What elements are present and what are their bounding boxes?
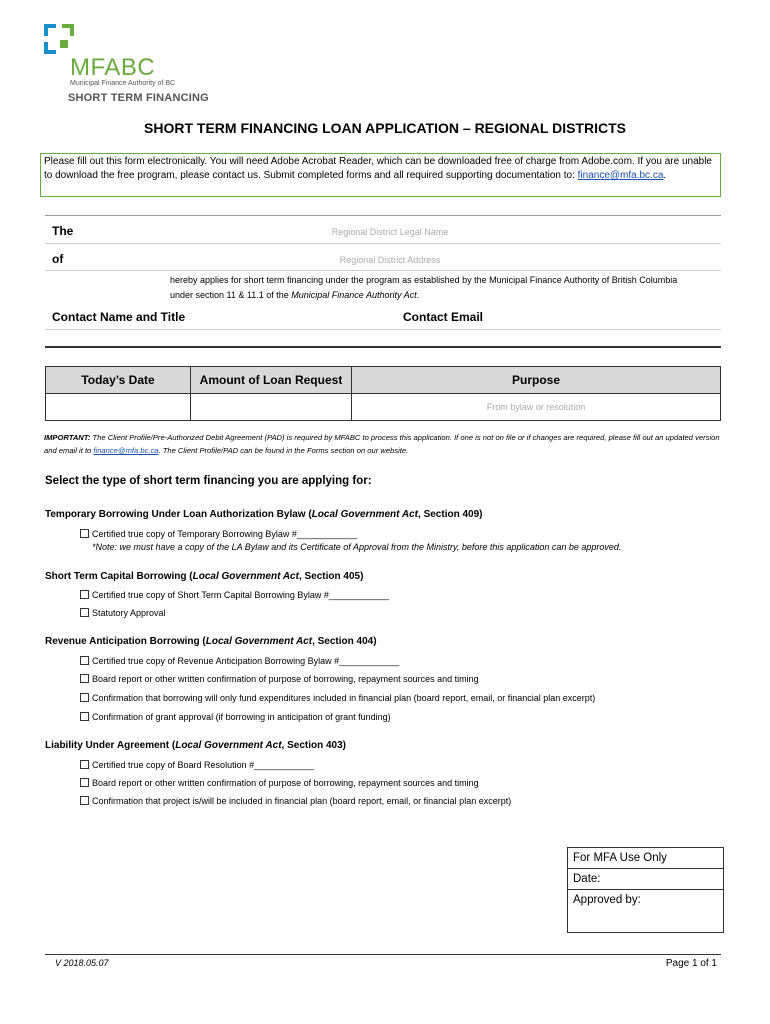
logo-text: MFABC xyxy=(70,54,156,81)
checkbox-item[interactable]: Board report or other written confirmation of purpose of borrowing, repayment sources and timing xyxy=(80,778,479,788)
checkbox-item[interactable]: Confirmation that borrowing will only fund expenditures included in financial plan (board report, email, or financial plan excerpt) xyxy=(80,693,595,703)
purpose-field[interactable]: From bylaw or resolution xyxy=(352,394,721,421)
statement-text: hereby applies for short term financing under the program as established by the Municipal Finance Authority of British Columbia under section 11 & 11.1 of the xyxy=(170,275,678,300)
checkbox[interactable] xyxy=(80,760,89,769)
footer-divider xyxy=(45,954,721,955)
checkbox-item[interactable]: Confirmation that project is/will be included in financial plan (board report, email, or financial plan excerpt) xyxy=(80,796,511,806)
page-title: SHORT TERM FINANCING LOAN APPLICATION – REGIONAL DISTRICTS xyxy=(144,120,626,136)
todays-date-header: Today’s Date xyxy=(46,367,191,394)
checkbox[interactable] xyxy=(80,778,89,787)
section-title: Revenue Anticipation Borrowing (Local Government Act, Section 404) xyxy=(45,636,377,647)
financing-type-heading: Select the type of short term financing you are applying for: xyxy=(45,475,372,487)
important-end: . The Client Profile/PAD can be found in the Forms section on our website. xyxy=(158,446,409,455)
mfa-use-title: For MFA Use Only xyxy=(568,848,723,869)
address-field[interactable]: Regional District Address xyxy=(339,255,441,265)
checkbox[interactable] xyxy=(80,796,89,805)
page-number: Page 1 of 1 xyxy=(665,958,717,969)
divider xyxy=(45,215,721,216)
checkbox-item[interactable]: Board report or other written confirmation of purpose of borrowing, repayment sources and timing xyxy=(80,674,479,684)
checkbox-item[interactable]: Certified true copy of Short Term Capital Borrowing Bylaw #____________ xyxy=(80,590,389,600)
checkbox-item[interactable]: Confirmation of grant approval (if borrowing in anticipation of grant funding) xyxy=(80,712,391,722)
mfa-use-only-box xyxy=(567,847,724,933)
section-label: SHORT TERM FINANCING xyxy=(68,92,209,104)
loan-amount-field[interactable] xyxy=(191,394,352,421)
instructions-notice xyxy=(40,153,721,197)
loan-request-table xyxy=(45,366,721,421)
section-title: Temporary Borrowing Under Loan Authorization Bylaw (Local Government Act, Section 409) xyxy=(45,509,483,520)
application-statement xyxy=(170,273,700,303)
statement-act: Municipal Finance Authority Act xyxy=(291,290,417,300)
divider xyxy=(45,270,721,271)
checkbox[interactable] xyxy=(80,693,89,702)
notice-end: . xyxy=(663,170,667,181)
mfa-approved-label: Approved by: xyxy=(573,894,641,906)
checkbox-item[interactable]: Certified true copy of Temporary Borrowing Bylaw #____________ xyxy=(80,529,357,539)
divider xyxy=(45,243,721,244)
section-title: Liability Under Agreement (Local Government Act, Section 403) xyxy=(45,740,347,751)
purpose-header: Purpose xyxy=(352,367,721,394)
version-label: V 2018.05.07 xyxy=(55,958,109,968)
checkbox-item[interactable]: Certified true copy of Revenue Anticipation Borrowing Bylaw #____________ xyxy=(80,656,399,666)
important-text: The Client Profile/Pre-Authorized Debit Agreement (PAD) is required by MFABC to process this application. If one is not on file or if changes are required, please fill out an updated version and email it to xyxy=(44,433,720,455)
checkbox[interactable] xyxy=(80,674,89,683)
divider xyxy=(45,329,721,330)
important-email-link[interactable]: finance@mfa.bc.ca xyxy=(93,446,159,455)
contact-email-label: Contact Email xyxy=(403,310,484,324)
contact-field-underline xyxy=(45,346,721,348)
checkbox[interactable] xyxy=(80,529,89,538)
finance-email-link[interactable]: finance@mfa.bc.ca xyxy=(577,170,664,181)
contact-name-label: Contact Name and Title xyxy=(52,310,186,324)
mfa-date-label: Date: xyxy=(568,869,723,890)
checkbox[interactable] xyxy=(80,712,89,721)
checkbox-item[interactable]: Certified true copy of Board Resolution #____________ xyxy=(80,760,314,770)
section-title: Short Term Capital Borrowing (Local Government Act, Section 405) xyxy=(45,571,364,582)
section-note: *Note: we must have a copy of the LA Bylaw and its Certificate of Approval from the Ministry, before this application can be approved. xyxy=(92,542,622,552)
important-note xyxy=(44,431,724,457)
checkbox[interactable] xyxy=(80,608,89,617)
legal-name-field[interactable]: Regional District Legal Name xyxy=(331,227,449,237)
important-label: IMPORTANT: xyxy=(44,433,91,442)
notice-text: Please fill out this form electronically. You will need Adobe Acrobat Reader, which can be downloaded free of charge from Adobe.com. If you are unable to download the free program, please contact us. Submit completed forms and all required supporting documentation to: xyxy=(44,156,712,181)
statement-end: . xyxy=(416,290,420,300)
logo-subtitle: Municipal Finance Authority of BC xyxy=(70,80,176,87)
the-label: The xyxy=(52,224,74,238)
loan-amount-header: Amount of Loan Request xyxy=(191,367,352,394)
of-label: of xyxy=(52,252,64,266)
mfabc-logo-icon xyxy=(44,24,74,54)
checkbox[interactable] xyxy=(80,656,89,665)
checkbox-item[interactable]: Statutory Approval xyxy=(80,608,166,618)
checkbox[interactable] xyxy=(80,590,89,599)
todays-date-field[interactable] xyxy=(46,394,191,421)
